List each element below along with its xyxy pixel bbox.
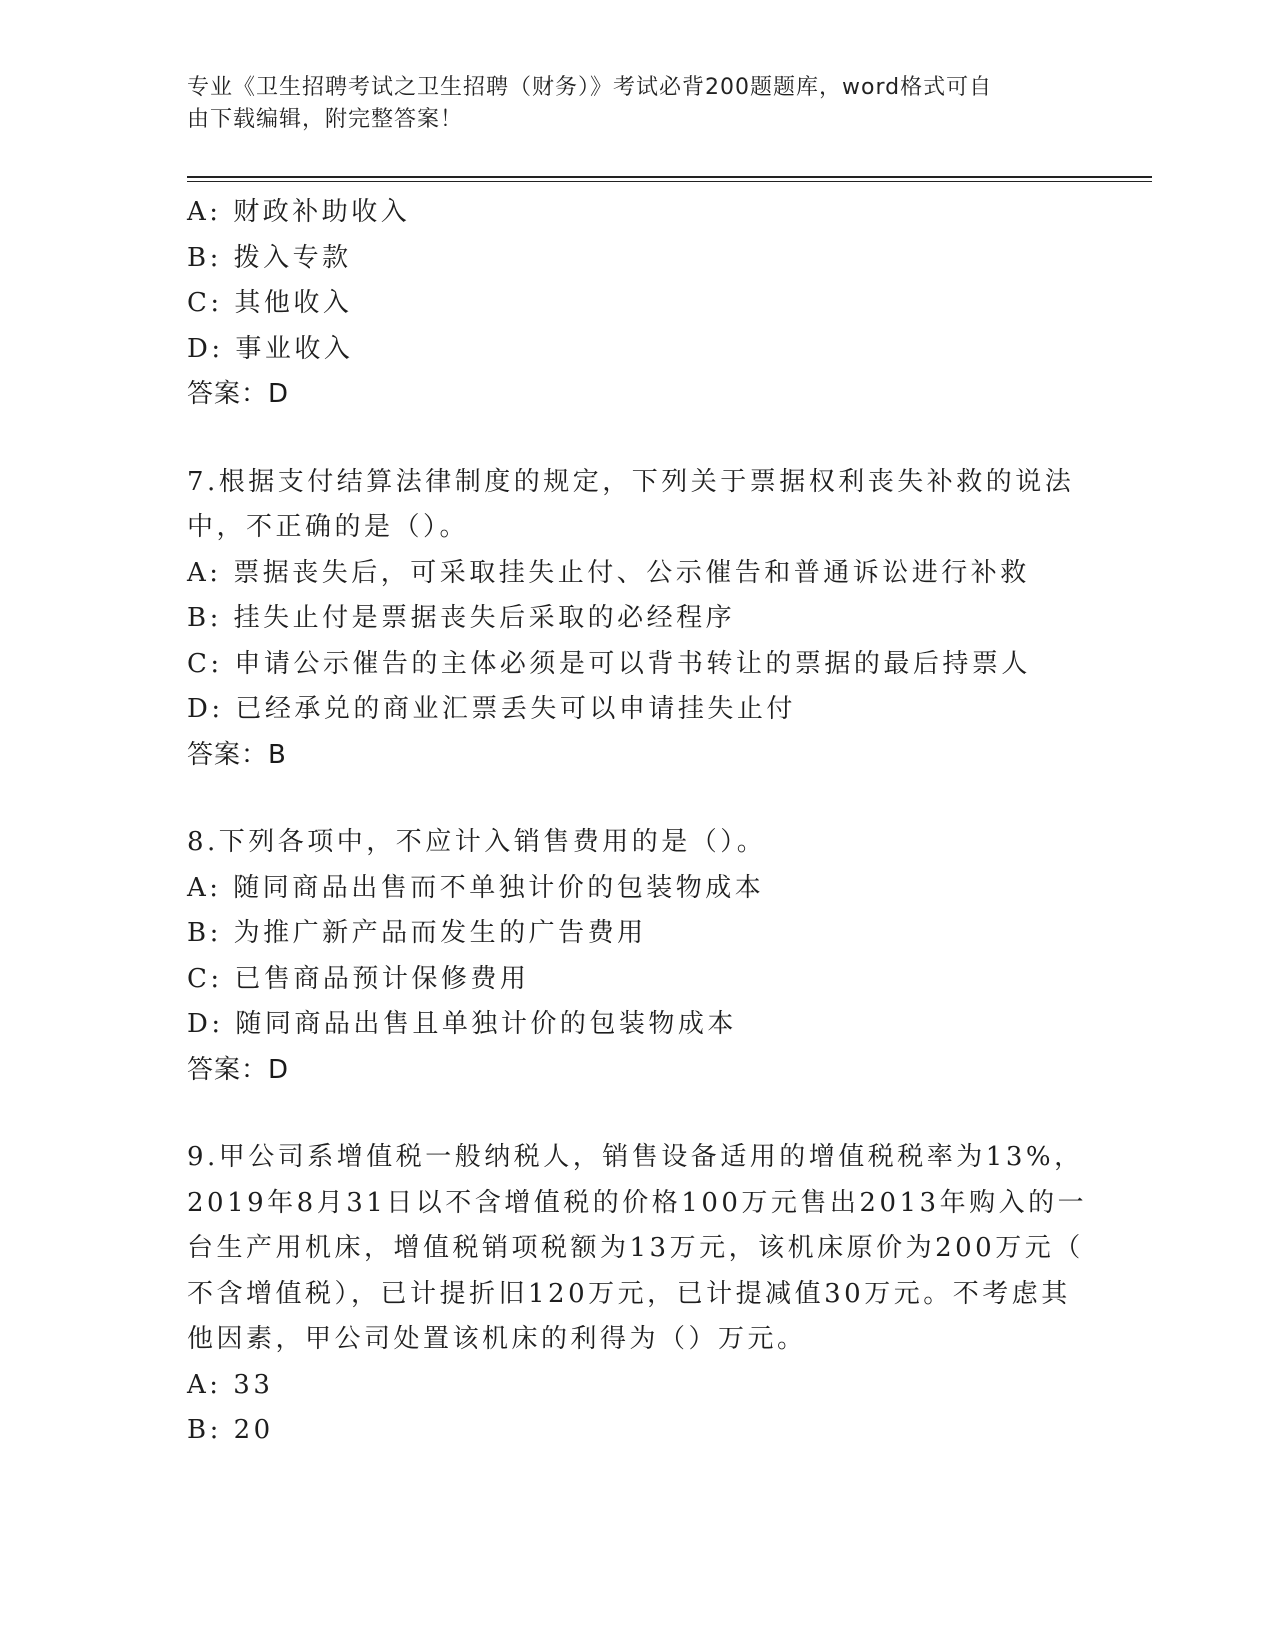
option-c: C: 其他收入 <box>187 288 353 318</box>
option-a: A: 随同商品出售而不单独计价的包装物成本 <box>187 872 765 903</box>
question-stem-line: 8.下列各项中，不应计入销售费用的是（）。 <box>187 827 767 857</box>
answer-line: 答案：B <box>187 739 287 770</box>
spacer <box>187 778 1087 820</box>
question-stem-line: 他因素，甲公司处置该机床的利得为（）万元。 <box>187 1324 807 1354</box>
option-b: B: 拨入专款 <box>187 242 352 273</box>
option-a: A: 票据丧失后，可采取挂失止付、公示催告和普通诉讼进行补救 <box>187 557 1030 588</box>
option-c: C: 已售商品预计保修费用 <box>187 963 530 994</box>
spacer <box>187 418 1087 460</box>
question-stem-line: 2019年8月31日以不含增值税的价格100万元售出2013年购入的一 <box>187 1187 1088 1218</box>
answer-line: 答案：D <box>187 1054 290 1085</box>
option-b: B: 20 <box>187 1415 274 1445</box>
option-a: A: 财政补助收入 <box>187 197 411 227</box>
question-stem-line: 中，不正确的是（）。 <box>187 512 470 542</box>
option-d: D: 随同商品出售且单独计价的包装物成本 <box>187 1009 737 1039</box>
option-a: A: 33 <box>187 1369 274 1400</box>
question-stem-line: 7.根据支付结算法律制度的规定，下列关于票据权利丧失补救的说法 <box>187 466 1075 497</box>
option-b: B: 挂失止付是票据丧失后采取的必经程序 <box>187 603 736 633</box>
header-line-2: 由下载编辑，附完整答案！ <box>187 107 464 132</box>
document-body <box>187 190 1087 1454</box>
header-divider-thin <box>187 181 1152 182</box>
option-b: B: 为推广新产品而发生的广告费用 <box>187 918 647 948</box>
question-stem-line: 9.甲公司系增值税一般纳税人，销售设备适用的增值税税率为13%， <box>187 1142 1084 1172</box>
option-d: D: 已经承兑的商业汇票丢失可以申请挂失止付 <box>187 694 796 724</box>
spacer <box>187 1093 1087 1135</box>
option-c: C: 申请公示催告的主体必须是可以背书转让的票据的最后持票人 <box>187 648 1031 679</box>
header-divider <box>187 176 1152 178</box>
question-8 <box>187 820 1087 1093</box>
question-6 <box>187 190 1087 418</box>
question-7 <box>187 460 1087 779</box>
question-9 <box>187 1135 1087 1454</box>
header-line-1: 专业《卫生招聘考试之卫生招聘（财务）》考试必背200题题库，word格式可自 <box>187 75 993 100</box>
question-stem-line: 台生产用机床，增值税销项税额为13万元，该机床原价为200万元（ <box>187 1233 1084 1263</box>
question-stem-line: 不含增值税），已计提折旧120万元，已计提减值30万元。不考虑其 <box>187 1278 1071 1309</box>
document-header <box>187 72 1067 136</box>
answer-line: 答案：D <box>187 379 290 409</box>
option-d: D: 事业收入 <box>187 333 354 364</box>
